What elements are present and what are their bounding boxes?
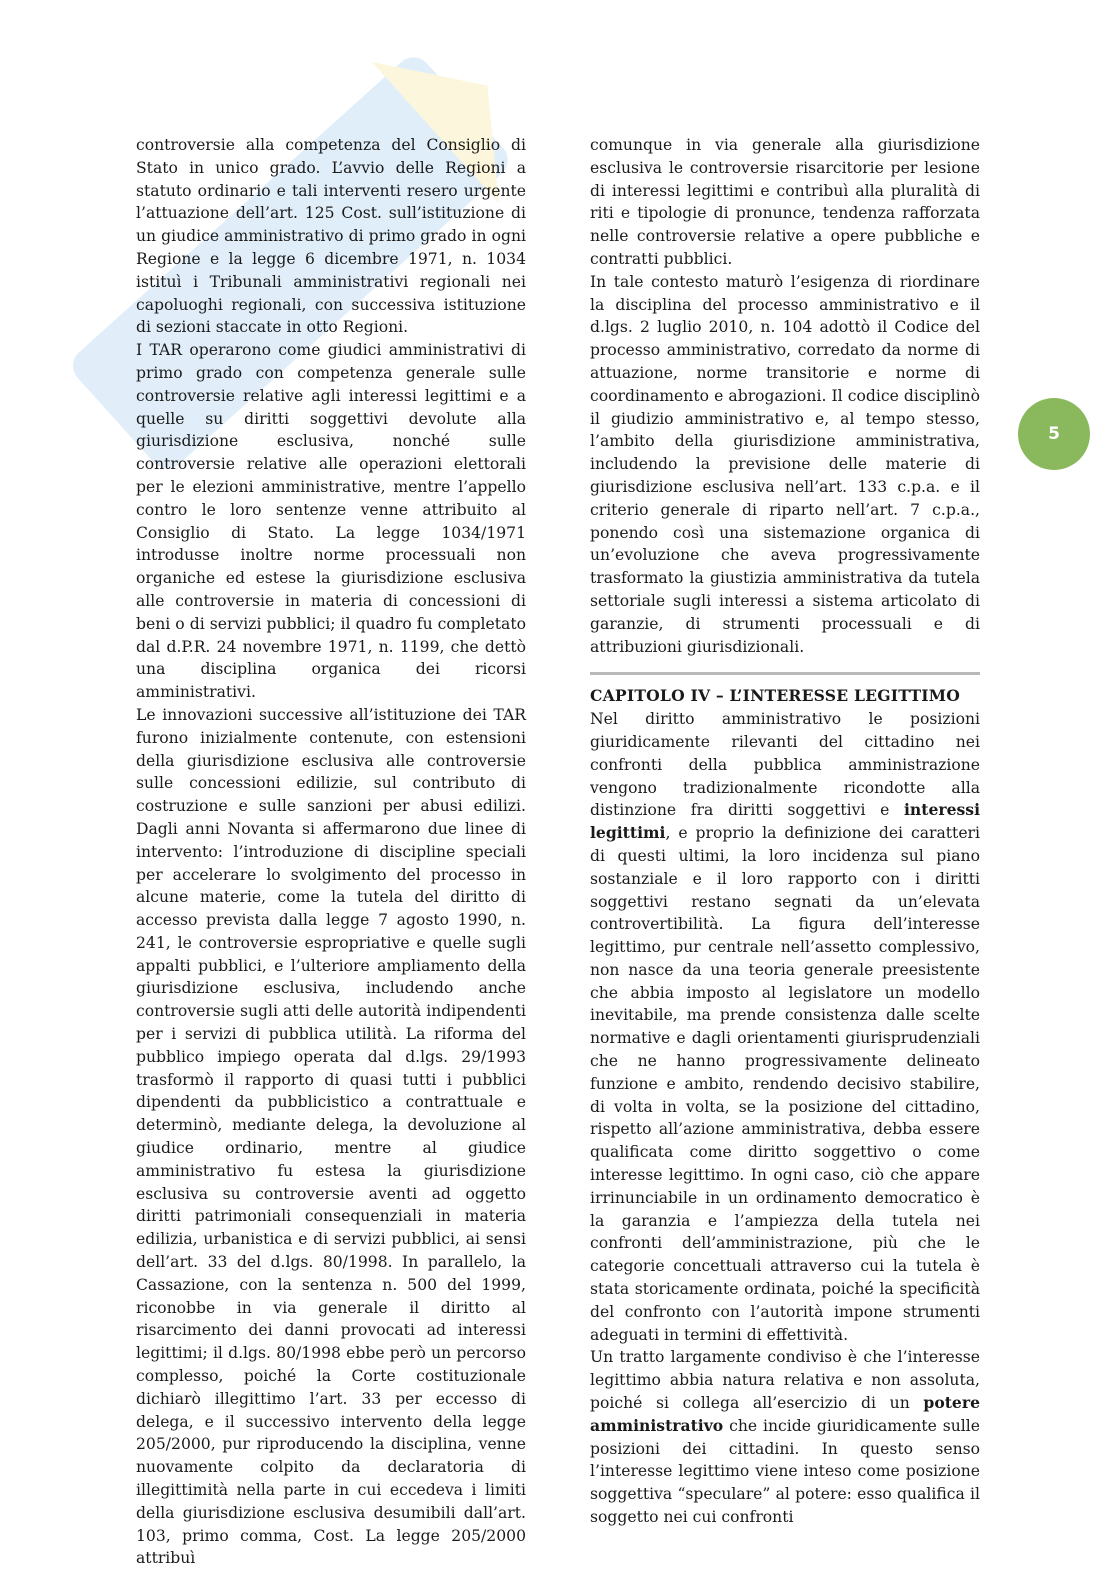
page-number-badge: 5 — [1018, 398, 1090, 470]
bold-term-potere-amministrativo: potere amministrativo — [590, 1393, 980, 1435]
right-column — [590, 134, 980, 1529]
section-divider — [590, 672, 980, 675]
text-run: che incide giuridicamente sulle posizioni dei cittadini. In questo senso l’interesse legittimo viene inteso come posizione soggettiva “speculare” al potere: esso qualifica il soggetto nei cui confronti — [590, 1416, 980, 1527]
text-run: Nel diritto amministrativo le posizioni giuridicamente rilevanti del cittadino nei confronti della pubblica amministrazione vengono tradizionalmente ricondotte alla distinzione fra diritti soggettivi e — [590, 710, 980, 820]
left-paragraph-3: Le innovazioni successive all’istituzione dei TAR furono inizialmente contenute, con estensioni della giurisdizione esclusiva alle controversie sulle concessioni edilizie, sul contributo di costruzione e sulle sanzioni per abusi edilizi. Dagli anni Novanta si affermarono due linee di intervento: l’introduzione di discipline speciali per accelerare lo svolgimento del processo in alcune materie, come la tutela del diritto di accesso prevista dalla legge 7 agosto 1990, n. 241, le controversie espropriative e quelle sugli appalti pubblici, e l’ulteriore ampliamento della giurisdizione esclusiva, includendo anche controversie sugli atti delle autorità indipendenti per i servizi di pubblica utilità. La riforma del pubblico impiego operata dal d.lgs. 29/1993 trasformò il rapporto di quasi tutti i pubblici dipendenti da pubblicistico a contrattuale e determinò, mediante delega, la devoluzione al giudice ordinario, mentre al giudice amministrativo fu estesa la giurisdizione esclusiva su controversie aventi ad oggetto diritti patrimoniali consequenziali in materia edilizia, urbanistica e di servizi pubblici, ai sensi dell’art. 33 del d.lgs. 80/1998. In parallelo, la Cassazione, con la sentenza n. 500 del 1999, riconobbe in via generale il diritto al risarcimento dei danni provocati ad interessi legittimi; il d.lgs. 80/1998 ebbe però un percorso complesso, poiché la Corte costituzionale dichiarò illegittimo l’art. 33 per eccesso di delega, e il successivo intervento della legge 205/2000, pur riproducendo la disciplina, venne nuovamente colpito da declaratoria di illegittimità nella parte in cui eccedeva i limiti della giurisdizione esclusiva desumibili dall’art. 103, primo comma, Cost. La legge 205/2000 attribuì — [136, 705, 526, 1568]
text-run: , e proprio la definizione dei caratteri di questi ultimi, la loro incidenza sul piano sostanziale e il loro rapporto con i diritti soggettivi restano segnati da un’elevata controvertibilità. La figura dell’interesse legittimo, pur centrale nell’assetto complessivo, non nasce da una teoria generale preesistente che abbia imposto al legislatore un modello inevitabile, ma prende consistenza dalle scelte normative e dagli orientamenti giurisprudenziali che ne hanno progressivamente delineato funzione e ambito, rendendo decisivo stabilire, di volta in volta, se la posizione del cittadino, rispetto all’azione amministrativa, debba essere qualificata come diritto soggettivo o come interesse legittimo. In ogni caso, ciò che appare irrinunciabile in un ordinamento democratico è la garanzia e l’ampiezza della tutela nei confronti dell’amministrazione, più che le categorie concettuali attraverso cui la tutela è stata storicamente ordinata, poiché la specificità del confronto con l’autorità impone strumenti adeguati in termini di effettività. — [590, 824, 980, 1344]
right-paragraph-3 — [590, 708, 980, 1346]
right-paragraph-4 — [590, 1346, 980, 1528]
bold-term-interessi-legittimi: interessi legittimi — [590, 800, 980, 843]
chapter-title: CAPITOLO IV – L’INTERESSE LEGITTIMO — [590, 686, 961, 706]
text-run: Un tratto largamente condiviso è che l’interesse legittimo abbia natura relativa e non assoluta, poiché si collega all’esercizio di un — [590, 1348, 980, 1413]
left-paragraph-2: I TAR operarono come giudici amministrativi di primo grado con competenza generale sulle controversie relative agli interessi legittimi e a quelle su diritti soggettivi devolute alla giurisdizione esclusiva, nonché sulle controversie relative alle operazioni elettorali per le elezioni amministrative, mentre l’appello contro le loro sentenze venne attribuito al Consiglio di Stato. La legge 1034/1971 introdusse inoltre norme processuali non organiche ed estese la giurisdizione esclusiva alle controversie in materia di concessioni di beni o di servizi pubblici; il quadro fu completato dal d.P.R. 24 novembre 1971, n. 1199, che dettò una disciplina organica dei ricorsi amministrativi. — [136, 341, 526, 702]
left-column — [136, 134, 526, 1570]
right-paragraph-2: In tale contesto maturò l’esigenza di riordinare la disciplina del processo amministrativo e il d.lgs. 2 luglio 2010, n. 104 adottò il Codice del processo amministrativo, corredato da norme di attuazione, norme transitorie e norme di coordinamento e abrogazioni. Il codice disciplinò il giudizio amministrativo e, al tempo stesso, l’ambito della giurisdizione amministrativa, includendo la previsione delle materie di giurisdizione esclusiva nell’art. 133 c.p.a. e il criterio generale di riparto nell’art. 7 c.p.a., ponendo così una sistemazione organica di un’evoluzione che aveva progressivamente trasformato la giustizia amministrativa da tutela settoriale sugli interessi a sistema articolato di garanzie, di strumenti processuali e di attribuzioni giurisdizionali. — [590, 272, 980, 656]
left-paragraph-1: controversie alla competenza del Consiglio di Stato in unico grado. L’avvio delle Regioni a statuto ordinario e tali interventi resero urgente l’attuazione dell’art. 125 Cost. sull’istituzione di un giudice amministrativo di primo grado in ogni Regione e la legge 6 dicembre 1971, n. 1034 istituì i Tribunali amministrativi regionali nei capoluoghi regionali, con successiva istituzione di sezioni staccate in otto Regioni. — [136, 136, 526, 337]
right-paragraph-1: comunque in via generale alla giurisdizione esclusiva le controversie risarcitorie per lesione di interessi legittimi e contribuì alla pluralità di riti e tipologie di pronunce, tendenza rafforzata nelle controversie relative a opere pubbliche e contratti pubblici. — [590, 136, 980, 268]
